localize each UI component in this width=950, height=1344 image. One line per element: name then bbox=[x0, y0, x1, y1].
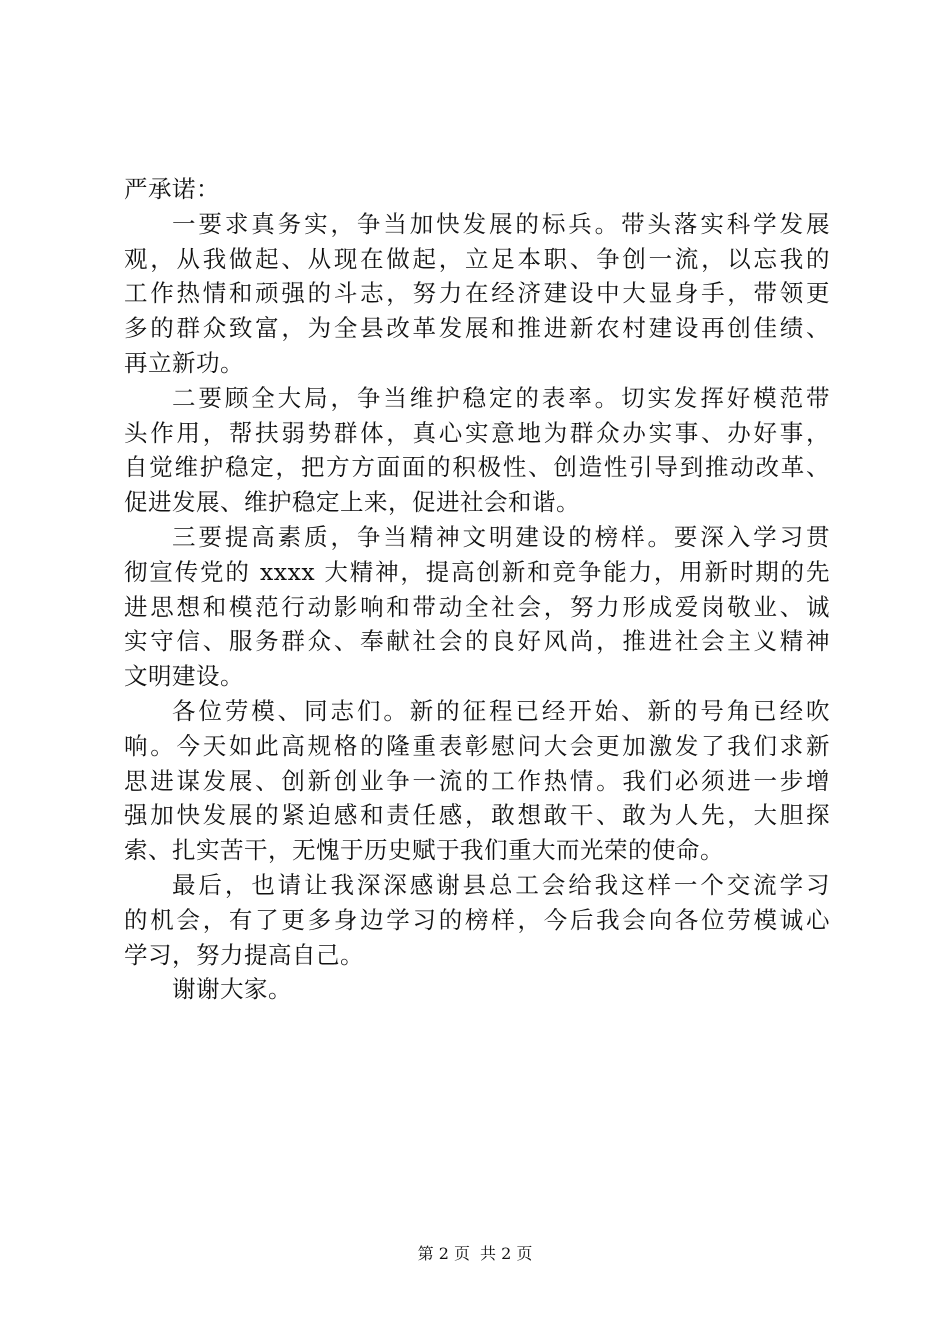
page-footer bbox=[0, 1244, 950, 1264]
text-line: 文明建设。 bbox=[124, 662, 244, 691]
text-line: 头作用，帮扶弱势群体，真心实意地为群众办实事、办好事， bbox=[124, 418, 830, 447]
text-line: 严承诺： bbox=[124, 175, 220, 203]
text-line: 索、扎实苦干，无愧于历史赋于我们重大而光荣的使命。 bbox=[124, 836, 724, 865]
text-line: 最后，也请让我深深感谢县总工会给我这样一个交流学习 bbox=[172, 870, 830, 899]
text-line: 彻宣传党的 xxxx 大精神，提高创新和竞争能力，用新时期的先 bbox=[124, 557, 830, 586]
text-line: 实守信、服务群众、奉献社会的良好风尚，推进社会主义精神 bbox=[124, 627, 830, 656]
text-line: 二要顾全大局，争当维护稳定的表率。切实发挥好模范带 bbox=[172, 383, 830, 412]
text-line: 观，从我做起、从现在做起，立足本职、争创一流，以忘我的 bbox=[124, 244, 830, 273]
text-line: 自觉维护稳定，把方方面面的积极性、创造性引导到推动改革、 bbox=[124, 453, 830, 482]
text-line: 的机会，有了更多身边学习的榜样，今后我会向各位劳模诚心 bbox=[124, 905, 830, 934]
text-line: 响。今天如此高规格的隆重表彰慰问大会更加激发了我们求新 bbox=[124, 731, 830, 760]
page-number: 第 2 页 bbox=[417, 1244, 470, 1263]
text-line: 强加快发展的紧迫感和责任感，敢想敢干、敢为人先，大胆探 bbox=[124, 801, 830, 830]
page-total: 共 2 页 bbox=[480, 1244, 533, 1263]
text-line: 学习，努力提高自己。 bbox=[124, 940, 364, 969]
text-line: 思进谋发展、创新创业争一流的工作热情。我们必须进一步增 bbox=[124, 766, 830, 795]
text-line: 谢谢大家。 bbox=[172, 975, 292, 1004]
text-line: 多的群众致富，为全县改革发展和推进新农村建设再创佳绩、 bbox=[124, 314, 830, 343]
text-line: 各位劳模、同志们。新的征程已经开始、新的号角已经吹 bbox=[172, 696, 830, 725]
text-line: 三要提高素质，争当精神文明建设的榜样。要深入学习贯 bbox=[172, 522, 830, 551]
document-body bbox=[124, 172, 830, 1007]
text-line: 一要求真务实，争当加快发展的标兵。带头落实科学发展 bbox=[172, 209, 830, 238]
text-line: 进思想和模范行动影响和带动全社会，努力形成爱岗敬业、诚 bbox=[124, 592, 830, 621]
text-line: 再立新功。 bbox=[124, 348, 244, 377]
text-line: 工作热情和顽强的斗志，努力在经济建设中大显身手，带领更 bbox=[124, 279, 830, 308]
text-line: 促进发展、维护稳定上来，促进社会和谐。 bbox=[124, 488, 580, 517]
